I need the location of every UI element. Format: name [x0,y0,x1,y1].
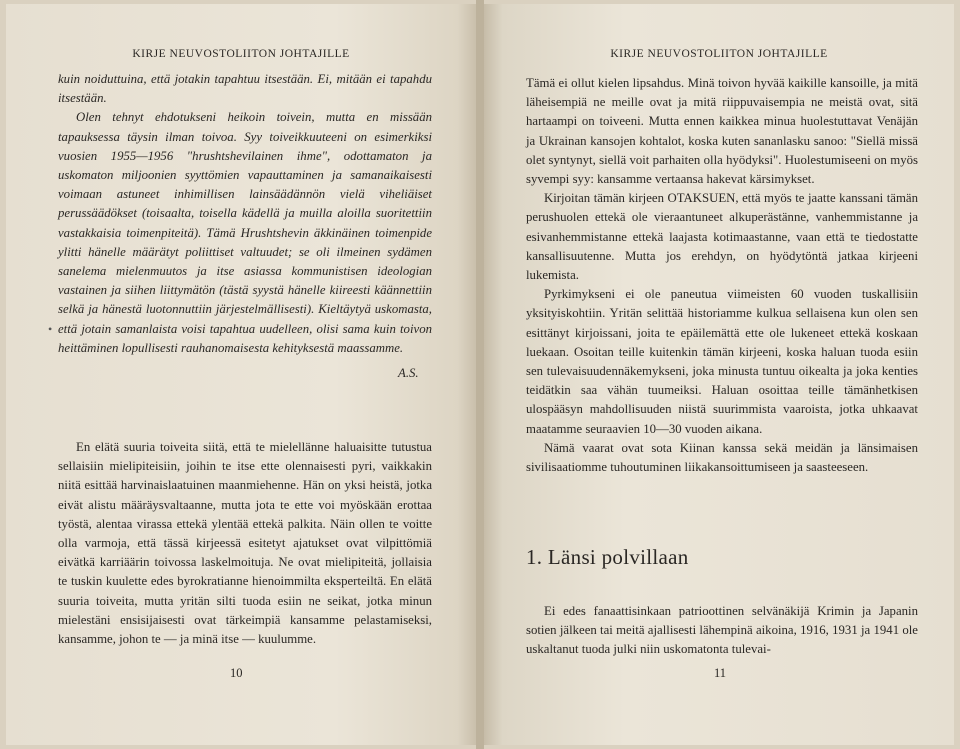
italic-paragraph: kuin noiduttuina, että jotakin tapahtuu itsestään. Ei, mitään ei tapahdu itsestään. [58,72,432,106]
italic-letter-text [58,70,432,358]
book-gutter [476,0,484,749]
running-head: KIRJE NEUVOSTOLIITON JOHTAJILLE [610,48,828,60]
body-paragraph: En elätä suuria toiveita siitä, että te mielellänne haluaisitte tutustua sellaisiin mielipiteisiin, joihin te itse ette olennaisesti pyri, vaikkakin niitä esittää harvinaislaatuinen maanmiehenne. Hän on yksi heistä, jotka eivät alistu määräysvaltaanne, mutta jota te ette voi myöskään erottaa työstä, alentaa virassa ettekä ylentää ettekä palkita. Näin ollen te voitte olla varmoja, että tässä kirjeessä esitetyt ajatukset ovat vilpittömiä eivätkä karriäärin toivossa laskelmoituja. Ne ovat mielipiteitä, jollaisia te tuskin kuulette edes byrokratianne hienoimmilta eksperteiltä. En elätä suuria toiveita, mutta yritän silti tuoda esiin ne seikat, jotka minun mielestäni ensisijaisesti ovat tärkeimpiä kansamme pelastamiseksi, kansamme, johon te — ja minä itse — kuulumme. [58,440,432,647]
body-paragraph: Tämä ei ollut kielen lipsahdus. Minä toivon hyvää kaikille kansoille, ja mitä läheisempiä ne meille ovat ja mitä riippuvaisempia ne meistä ovat, sitä hartaampi on toiveeni. Mutta ennen kaikkea minua huolestuttavat Venäjän ja Ukrainan kansojen kohtalot, koska kuten sananlasku sanoo: "Siellä missä olet syntynyt, siellä voit parhaiten olla hyödyksi". Huolestumiseeni on myös syvempi syy: kansamme vertaansa hakevat kärsimykset. [526,76,918,187]
body-text [526,74,918,477]
body-text [58,438,432,649]
body-paragraph: Ei edes fanaattisinkaan patrioottinen selvänäkijä Krimin ja Japanin sotien jälkeen tai meitä ajallisesti lähempinä aikoina, 1916, 1931 ja 1941 ole uskaltanut tuoda julki niin uskomatonta tulevai- [526,604,918,657]
body-paragraph: Nämä vaarat ovat sota Kiinan kanssa sekä meidän ja länsimaisen sivilisaatiomme tuhoutuminen liikakansoittumiseen ja saasteeseen. [526,440,918,475]
chapter-text [526,602,918,660]
right-page [484,4,954,745]
chapter-heading: 1. Länsi polvillaan [526,545,689,569]
left-page [6,4,476,745]
running-head: KIRJE NEUVOSTOLIITON JOHTAJILLE [132,48,350,60]
page-number: 10 [230,666,243,680]
margin-mark: • [48,322,53,336]
body-paragraph: Kirjoitan tämän kirjeen OTAKSUEN, että myös te jaatte kanssani tämän perushuolen ettekä ole vieraantuneet alkuperästänne, vanhemmistanne ja esivanhemmistanne ettekä laajasta kotimaastanne, vaan että te tiedostatte kansallisuutenne. Mutta jos erehdyn, on hyödytöntä jatkaa kirjeeni lukemista. [526,191,918,283]
page-number: 11 [714,666,727,680]
italic-paragraph: Olen tehnyt ehdotukseni heikoin toivein, mutta en missään tapauksessa täysin ilman toivoa. Syy toiveikkuuteeni on esimerkiksi vuosien 1955—1956 "hrushtshevilainen ihme", odottamaton ja uskomaton miljoonien syyttömien vapauttaminen ja samanaikaisesti voimaan astuneet inhimillisen lainsäädännön vielä viheliäiset perussäädökset (toisaalta, toisella kädellä ja muilla aloilla suoritettiin vastakkaisia toimenpiteitä). Tämä Hrushtshevin äkkinäinen toimenpide ylitti hänelle määrätyt poliittiset valtuudet; se oli ilmeinen sydämen sanelema mielenmuutos ja itse asiassa kommunistisen ideologian vastainen ja siihen liittymätön (tästä syystä hänelle kiireesti käännettiin selkä ja hänestä luotonnuttiin järjestelmällisesti). Kieltäytyä uskomasta, että jotain samanlaista voisi tapahtua uudelleen, olisi sama kuin toivon heittäminen lopullisesti rauhanomaisesta kehityksestä maassamme. [58,110,432,355]
signature: A.S. [398,366,419,380]
body-paragraph: Pyrkimykseni ei ole paneutua viimeisten 60 vuoden tuskallisiin yksityiskohtiin. Yritän selittää historiamme kulkua sellaisena kun olen sen esittänyt kirjoissani, joita te epäilemättä ette ole lukeneet ettekä koskaan luekaan. Osoitan teille kuitenkin tämän kirjeeni, koska haluan tuoda esiin sen tulevaisuudennäkemykseni, joka minusta tuntuu oikealta ja joka kenties teidätkin saa vähän tuumeiksi. Haluan osoittaa teille tämänhetkisen ulospääsyn mahdollisuuden niistä suurimmista vaaroista, jotka uhkaavat maatamme seuraavien 10—30 vuoden aikana. [526,287,918,436]
